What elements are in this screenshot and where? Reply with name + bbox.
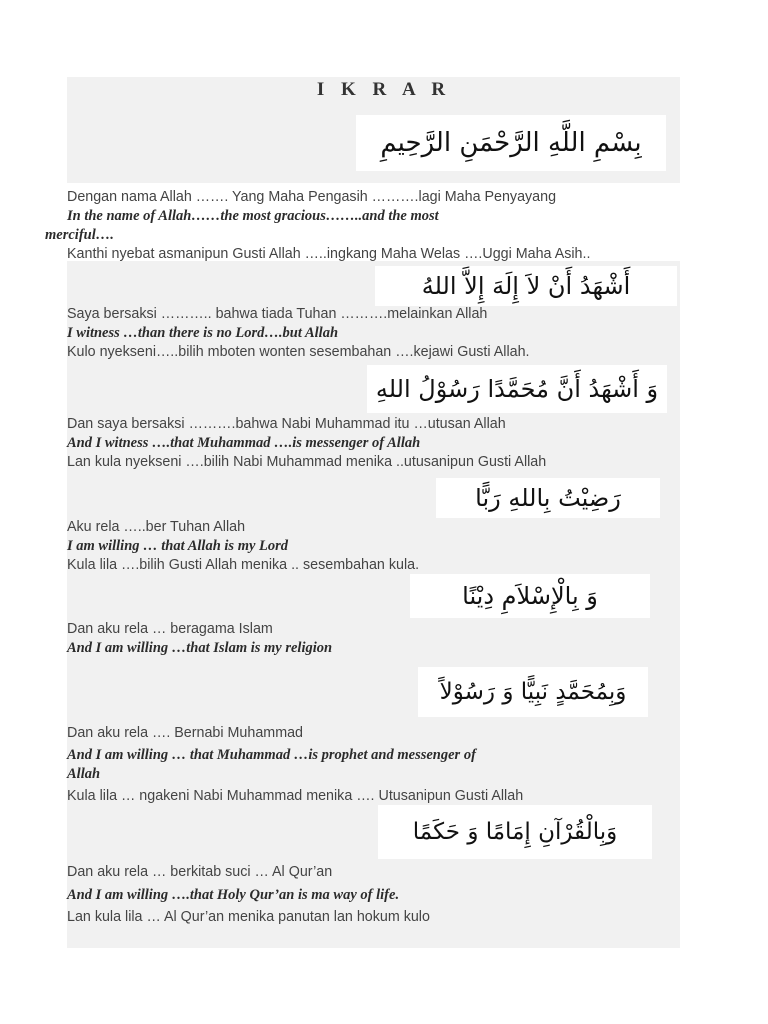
indonesian-line: Saya bersaksi ……….. bahwa tiada Tuhan ……….melainkan Allah <box>67 306 488 322</box>
indonesian-line: Dan aku rela … berkitab suci … Al Qur’an <box>67 864 333 880</box>
english-line-continued: merciful…. <box>45 227 114 243</box>
indonesian-line: Dan aku rela … beragama Islam <box>67 621 273 637</box>
arabic-islam: وَ بِالْإِسْلاَمِ دِيْنًا <box>410 574 650 618</box>
indonesian-line: Dan aku rela …. Bernabi Muhammad <box>67 725 304 741</box>
arabic-radhitu: رَضِيْتُ بِاللهِ رَبًّا <box>436 478 660 518</box>
javanese-line: Kula lila ….bilih Gusti Allah menika .. sesembahan kula. <box>67 557 420 573</box>
arabic-shahada-2: وَ أَشْهَدُ أَنَّ مُحَمَّدًا رَسُوْلُ اللهِ <box>367 365 667 413</box>
arabic-muhammad: وَبِمُحَمَّدٍ نَبِيًّا وَ رَسُوْلاً <box>418 667 648 717</box>
indonesian-line: Aku rela …..ber Tuhan Allah <box>67 519 246 535</box>
arabic-basmala: بِسْمِ اللَّهِ الرَّحْمَنِ الرَّحِيمِ <box>356 115 666 171</box>
arabic-quran: وَبِالْقُرْآنِ إِمَامًا وَ حَكَمًا <box>378 805 652 859</box>
document-title: I K R A R <box>316 79 452 100</box>
english-line: And I am willing … that Muhammad …is prophet and messenger of <box>67 747 476 763</box>
english-line: And I am willing ….that Holy Qur’an is ma way of life. <box>67 887 400 903</box>
javanese-line: Kanthi nyebat asmanipun Gusti Allah …..ingkang Maha Welas ….Uggi Maha Asih.. <box>67 246 591 262</box>
javanese-line: Kulo nyekseni…..bilih mboten wonten sesembahan ….kejawi Gusti Allah. <box>67 344 530 360</box>
indonesian-line: Dengan nama Allah ……. Yang Maha Pengasih ……….lagi Maha Penyayang <box>67 189 557 205</box>
english-line: I witness …than there is no Lord….but Allah <box>67 325 339 341</box>
english-line: I am willing … that Allah is my Lord <box>67 538 289 554</box>
javanese-line: Lan kula lila … Al Qur’an menika panutan lan hokum kulo <box>67 909 430 925</box>
javanese-line: Kula lila … ngakeni Nabi Muhammad menika …. Utusanipun Gusti Allah <box>67 788 524 804</box>
javanese-line: Lan kula nyekseni ….bilih Nabi Muhammad menika ..utusanipun Gusti Allah <box>67 454 547 470</box>
arabic-shahada-1: أَشْهَدُ أَنْ لاَ إِلَهَ إِلاَّ اللهُ <box>375 266 677 306</box>
english-line: And I am willing …that Islam is my religion <box>67 640 333 656</box>
english-line: In the name of Allah……the most gracious……..and the most <box>67 208 439 224</box>
english-line: And I witness ….that Muhammad ….is messenger of Allah <box>67 435 421 451</box>
indonesian-line: Dan saya bersaksi ……….bahwa Nabi Muhammad itu …utusan Allah <box>67 416 506 432</box>
english-line-continued: Allah <box>67 766 101 782</box>
